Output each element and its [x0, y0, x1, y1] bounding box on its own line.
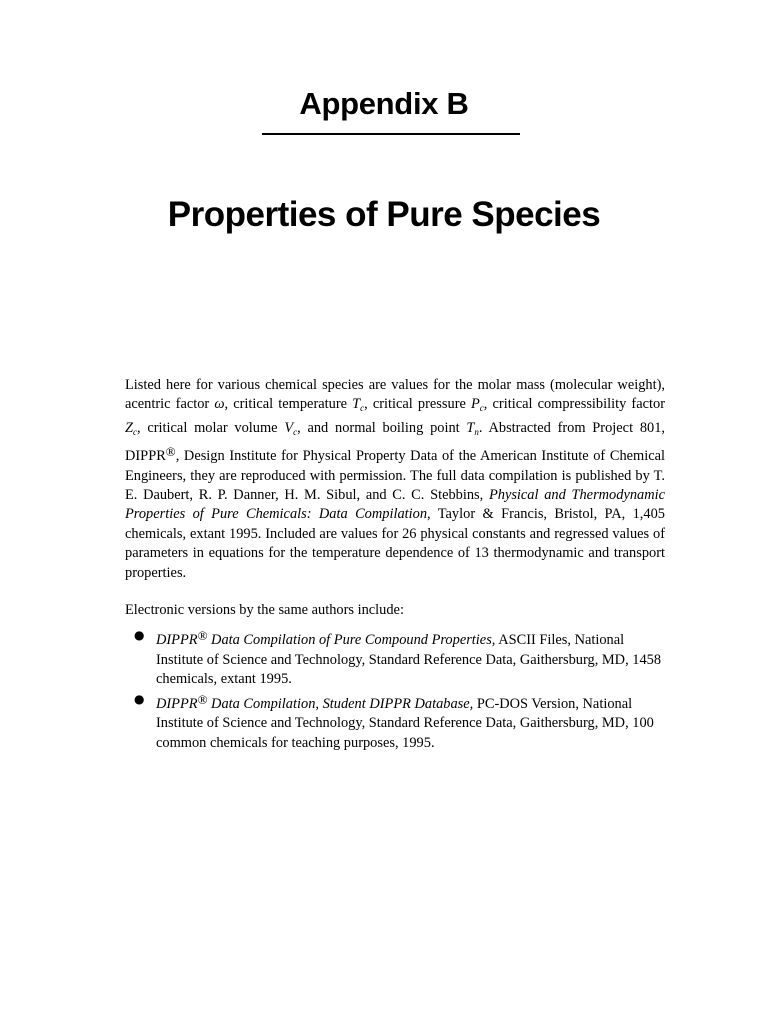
- registered-mark: ®: [197, 691, 208, 707]
- body-text: [125, 376, 665, 753]
- page-title: Properties of Pure Species: [167, 195, 601, 234]
- book-title: Physical and Thermodynamic Properties of Pure Chemicals: Data Compilation,: [125, 487, 666, 523]
- intro-paragraph: Listed here for various chemical species are values for the molar mass (molecular weight), acentric factor ω, critical temperature $T_c$, critical pressure $P_c$, critical compressibility factor $Z_c$, critical molar volume $V_c$, and normal boiling point $T_n$. Abstracted from Project 801, DIPPR®, Design Institute for Physical Property Data of the American Institute of Chemical Engineers, they are reproduced with permission. The full data compilation is published by T. E. Daubert, R. P. Danner, H. M. Sibul, and C. C. Stebbins, Physical and Thermodynamic Properties of Pure Chemicals: Data Compilation, Taylor & Francis, Bristol, PA, 1,405 chemicals, extant 1995. Included are values for 26 physical constants and regressed values of parameters in equations for the temperature dependence of 13 thermodynamic and transport properties.: [125, 377, 666, 581]
- bullet-icon: ●: [134, 628, 145, 643]
- omega-symbol: ω: [214, 396, 225, 413]
- registered-mark: ®: [197, 628, 208, 644]
- list-item: ● DIPPR® Data Compilation, Student DIPPR Database, PC-DOS Version, National Institute of Science and Technology, Standard Reference Data, Gaithersburg, MD, 100 common chemicals for teaching purposes, 1995.: [134, 691, 654, 751]
- title-rule: [262, 133, 520, 135]
- registered-mark: ®: [165, 444, 176, 460]
- electronic-versions-list: [125, 626, 665, 752]
- electronic-versions-lead: Electronic versions by the same authors include:: [125, 602, 404, 619]
- bullet-icon: ●: [134, 691, 145, 706]
- list-item: ● DIPPR® Data Compilation of Pure Compound Properties, ASCII Files, National Institute of Science and Technology, Standard Reference Data, Gaithersburg, MD, 1458 chemicals, extant 1995.: [134, 628, 662, 688]
- appendix-label: Appendix B: [299, 86, 469, 121]
